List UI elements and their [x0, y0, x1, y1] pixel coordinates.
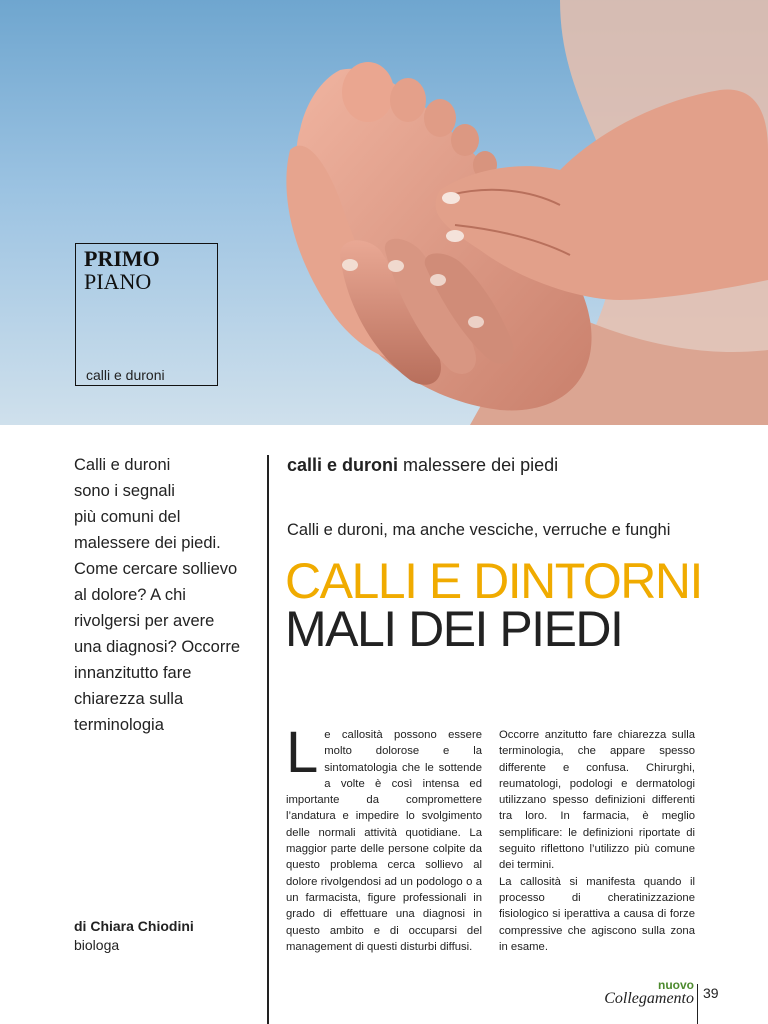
intro-line: rivolgersi per avere — [74, 612, 215, 630]
body-column-1 — [286, 720, 482, 955]
section-tag-topic: calli e duroni — [86, 367, 165, 383]
body-paragraph: La callosità si manifesta quando il processo di cheratinizzazione fisiologico si iperattiva a causa di forze compressive che agiscono sulla zona in esame. — [499, 875, 695, 953]
page-number: 39 — [703, 985, 719, 1001]
intro-line: terminologia — [74, 716, 164, 734]
intro-line: chiarezza sulla — [74, 690, 184, 708]
byline — [74, 917, 194, 955]
kicker — [287, 455, 558, 476]
subheadline: Calli e duroni, ma anche vesciche, verruche e funghi — [287, 521, 671, 539]
drop-cap: L — [286, 720, 319, 785]
author-name: di Chiara Chiodini — [74, 918, 194, 934]
kicker-rest: malessere dei piedi — [398, 455, 559, 475]
headline-line-1: CALLI E DINTORNI — [285, 553, 702, 609]
section-tag-piano: PIANO — [84, 269, 152, 294]
intro-line: al dolore? A chi — [74, 586, 186, 604]
intro-line: malessere dei piedi. — [74, 534, 221, 552]
intro-line: una diagnosi? Occorre — [74, 638, 241, 656]
body-paragraph: e callosità possono essere molto dolorose e la sintomatologia che le sottende a volte è così intensa ed importante da compromettere l’andatura e impedire lo svolgimento delle normali attività quotidiane. La maggior parte delle persone colpite da questo problema cerca sollievo al dolore rivolgendosi ad un podologo o a un farmacista, figure professionali in grado di effettuare una diagnosi in questo ambito e di occuparsi del management di questi disturbi diffusi. — [286, 729, 482, 953]
magazine-logo — [606, 978, 698, 1014]
intro-line: sono i segnali — [74, 482, 175, 500]
logo-bottom: Collegamento — [604, 990, 694, 1007]
section-tag-box — [75, 243, 218, 386]
page-number-divider — [697, 984, 698, 1024]
author-role: biologa — [74, 937, 120, 953]
logo-top: nuovo — [658, 978, 694, 992]
intro-line: Calli e duroni — [74, 456, 171, 474]
kicker-bold: calli e duroni — [287, 455, 399, 475]
intro-line: Come cercare sollievo — [74, 560, 238, 578]
body-column-2 — [499, 727, 695, 955]
section-tag-primo: PRIMO — [84, 246, 160, 271]
intro-text — [74, 452, 254, 738]
headline-line-2: MALI DEI PIEDI — [285, 601, 623, 657]
body-paragraph: Occorre anzitutto fare chiarezza sulla terminologia, che appare spesso differente e confusa. Chirurghi, reumatologi, podologi e dermatologi utilizzano spesso definizioni differenti tra loro. In farmacia, è meglio semplificare: le definizioni riportate di seguito riflettono l’utilizzo più comune dei termini. — [499, 729, 695, 872]
column-divider — [267, 455, 269, 1024]
intro-line: più comuni del — [74, 508, 181, 526]
intro-line: innanzitutto fare — [74, 664, 192, 682]
hero-photo — [0, 0, 768, 425]
